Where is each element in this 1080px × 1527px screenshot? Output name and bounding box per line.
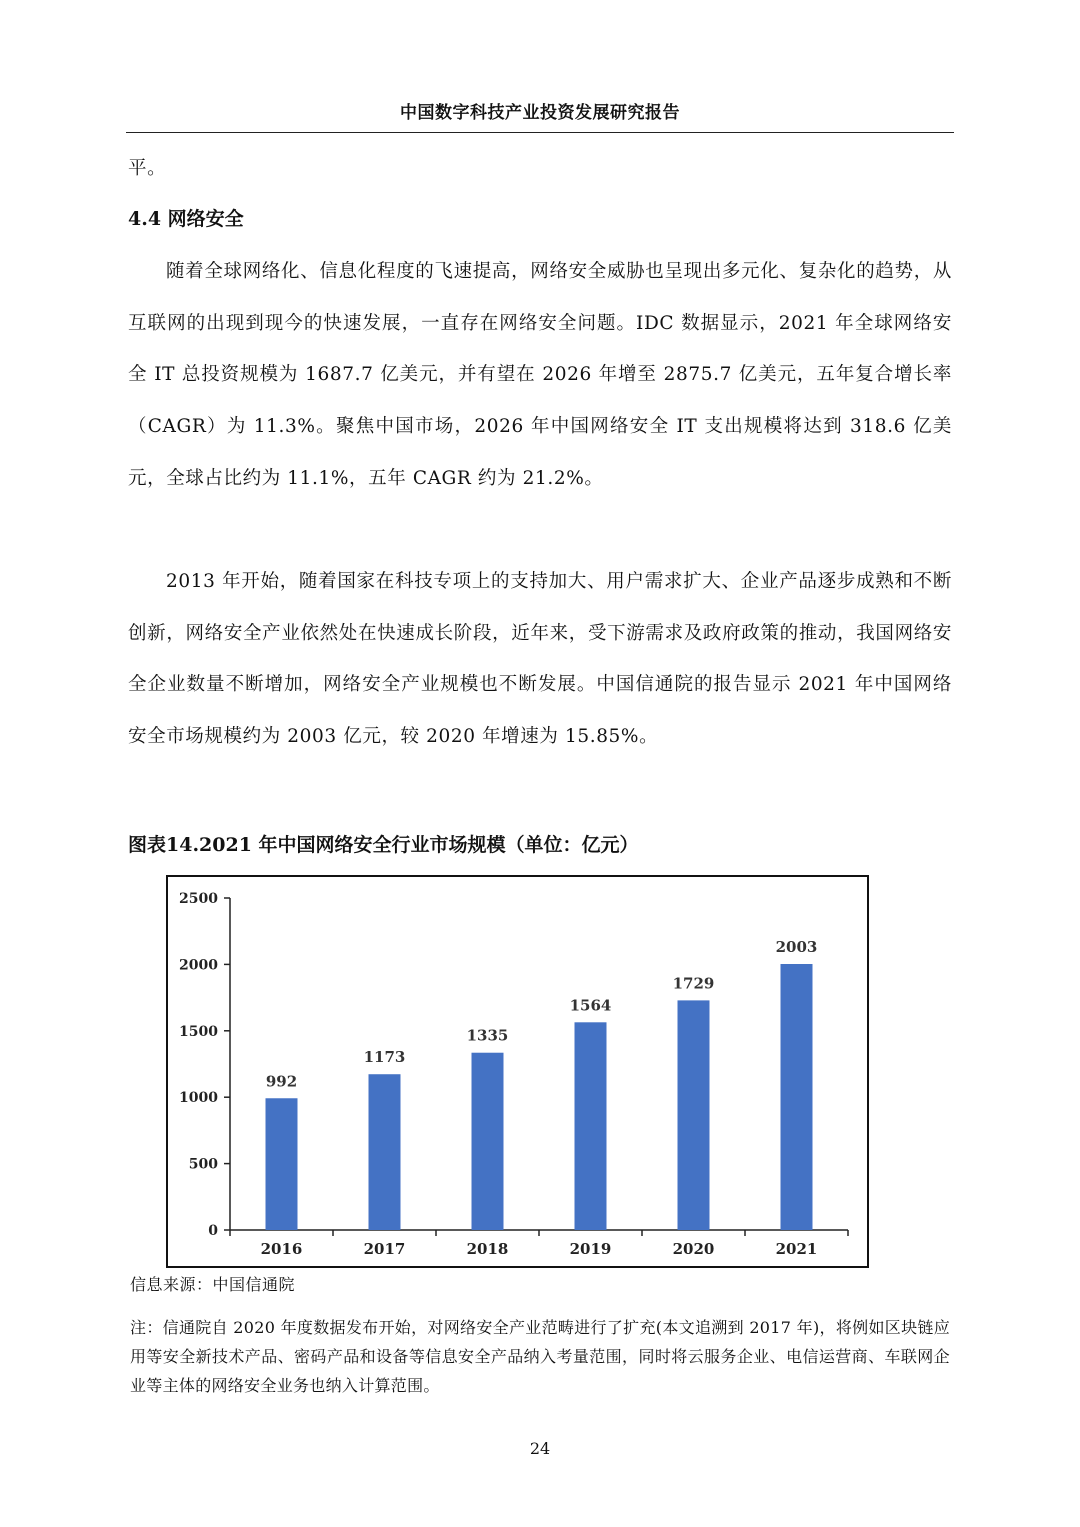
data-label-2016: 992 xyxy=(265,1072,298,1091)
data-label-2020: 1729 xyxy=(672,974,715,993)
bar-chart xyxy=(168,877,867,1266)
page-number: 24 xyxy=(529,1439,551,1458)
x-tick-label-2016: 2016 xyxy=(260,1240,303,1258)
y-tick-label: 500 xyxy=(188,1156,218,1173)
bar-2018 xyxy=(472,1053,504,1230)
section-title: 4.4 网络安全 xyxy=(128,208,244,230)
x-tick-label-2019: 2019 xyxy=(569,1240,612,1258)
chart-frame xyxy=(166,875,869,1268)
paragraph-continuation: 平。 xyxy=(128,158,167,179)
bar-2017 xyxy=(369,1074,401,1230)
figure-title: 图表14.2021 年中国网络安全行业市场规模（单位：亿元） xyxy=(128,834,639,856)
report-title: 中国数字科技产业投资发展研究报告 xyxy=(400,103,680,123)
x-tick-label-2018: 2018 xyxy=(466,1240,509,1258)
figure-source: 信息来源：中国信通院 xyxy=(130,1275,296,1294)
data-label-2019: 1564 xyxy=(569,996,612,1015)
y-tick-label: 2000 xyxy=(179,957,218,974)
page-header xyxy=(126,96,954,133)
y-tick-label: 0 xyxy=(208,1223,218,1239)
bar-2021 xyxy=(781,964,813,1230)
x-tick-label-2021: 2021 xyxy=(775,1240,818,1258)
x-tick-label-2020: 2020 xyxy=(672,1240,715,1258)
x-tick-label-2017: 2017 xyxy=(363,1240,406,1258)
bar-2020 xyxy=(678,1000,710,1230)
bar-2019 xyxy=(575,1022,607,1230)
paragraph-global-security: 随着全球网络化、信息化程度的飞速提高，网络安全威胁也呈现出多元化、复杂化的趋势，从互联网的出现到现今的快速发展，一直存在网络安全问题。IDC 数据显示，2021 年全球网络安全 IT 总投资规模为 1687.7 亿美元，并有望在 2026 年增至 2875.7 亿美元，五年复合增长率（CAGR）为 11.3%。聚焦中国市场，2026 年中国网络安全 IT 支出规模将达到 318.6 亿美元，全球占比约为 11.1%，五年 CAGR 约为 21.2%。 xyxy=(128,261,952,489)
data-label-2018: 1335 xyxy=(466,1026,509,1045)
figure-note: 注：信通院自 2020 年度数据发布开始，对网络安全产业范畴进行了扩充(本文追溯到 2017 年)，将例如区块链应用等安全新技术产品、密码产品和设备等信息安全产品纳入考量范围，同时将云服务企业、电信运营商、车联网企业等主体的网络安全业务也纳入计算范围。 xyxy=(130,1318,950,1395)
bar-2016 xyxy=(266,1098,298,1230)
y-tick-label: 1500 xyxy=(179,1023,218,1040)
y-tick-label: 2500 xyxy=(179,891,218,907)
paragraph-china-market: 2013 年开始，随着国家在科技专项上的支持加大、用户需求扩大、企业产品逐步成熟和不断创新，网络安全产业依然处在快速成长阶段，近年来，受下游需求及政府政策的推动，我国网络安全企业数量不断增加，网络安全产业规模也不断发展。中国信通院的报告显示 2021 年中国网络安全市场规模约为 2003 亿元，较 2020 年增速为 15.85%。 xyxy=(128,571,952,748)
data-label-2021: 2003 xyxy=(775,938,818,957)
y-tick-label: 1000 xyxy=(179,1090,218,1107)
data-label-2017: 1173 xyxy=(363,1048,406,1067)
